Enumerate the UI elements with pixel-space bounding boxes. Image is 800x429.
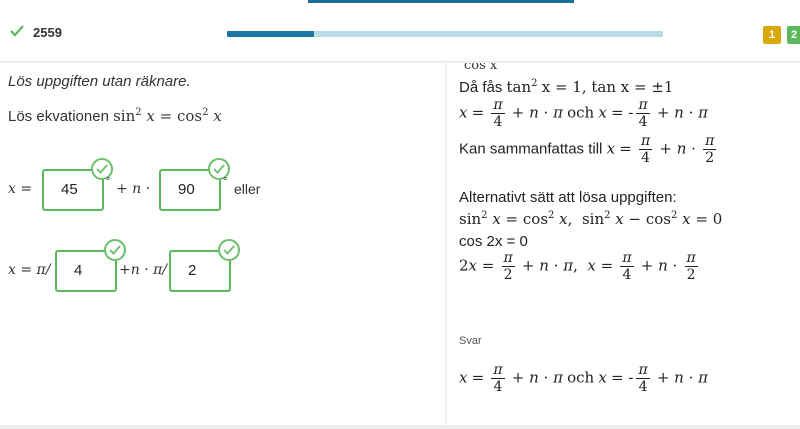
degree-sign: ° <box>223 176 228 188</box>
task-equation: $\sin^2 x = \cos^2 x$ <box>113 107 222 125</box>
answer-input-1[interactable]: 45 <box>42 169 104 211</box>
task-prefix: Lös ekvationen <box>8 108 109 125</box>
check-icon <box>10 25 24 37</box>
correct-check-icon <box>104 239 126 261</box>
solution-line-3: Kan sammanfattas till x = $\frac{\pi}{4}$ + n · $\frac{\pi}{2}$ <box>459 133 715 166</box>
top-bar <box>0 0 800 62</box>
row1-suffix: eller <box>234 181 261 197</box>
progress-fill <box>227 31 314 37</box>
problem-id: 2559 <box>33 25 62 40</box>
answer-input-4[interactable]: 2 <box>169 250 231 292</box>
row2-x-label: x = π/ <box>8 262 51 278</box>
solution-line-1: Då fås $\tan^2 x = 1$, tan x = ±1 <box>459 78 674 96</box>
row2-middle-text: +n · π/ <box>119 262 168 278</box>
degree-sign: ° <box>106 176 111 188</box>
solution-line-2: x = $\frac{\pi}{4}$ + n · π och x = - $\frac{\pi}{4}$ + n · π <box>459 97 708 130</box>
correct-check-icon <box>218 239 240 261</box>
row1-middle-text: + n · <box>116 181 151 197</box>
bottom-bar <box>0 425 800 429</box>
progress-bar <box>227 31 663 37</box>
alt-line-2: cos 2x = 0 <box>459 233 528 250</box>
top-accent-line <box>308 0 574 3</box>
answer-input-3[interactable]: 4 <box>55 250 117 292</box>
badge-2[interactable]: 2 <box>787 26 800 44</box>
badge-1[interactable]: 1 <box>763 26 781 44</box>
answer-label: Svar <box>459 335 482 347</box>
row1-x-label: x = <box>8 181 33 197</box>
alt-line-3: 2x = $\frac{\pi}{2}$ + n · π, x = $\frac{\pi}{4}$ + n · $\frac{\pi}{2}$ <box>459 250 696 283</box>
alt-heading: Alternativt sätt att lösa uppgiften: <box>459 189 677 206</box>
instruction-text: Lös uppgiften utan räknare. <box>8 73 191 90</box>
answer-input-2[interactable]: 90 <box>159 169 221 211</box>
task-text <box>8 107 222 125</box>
final-answer: x = $\frac{\pi}{4}$ + n · π och x = - $\frac{\pi}{4}$ + n · π <box>459 362 708 395</box>
alt-line-1: $\sin^2 x = \cos^2 x$, $\sin^2 x - \cos^2 x = 0$ <box>459 210 723 228</box>
cut-off-text: cos x <box>464 63 498 73</box>
